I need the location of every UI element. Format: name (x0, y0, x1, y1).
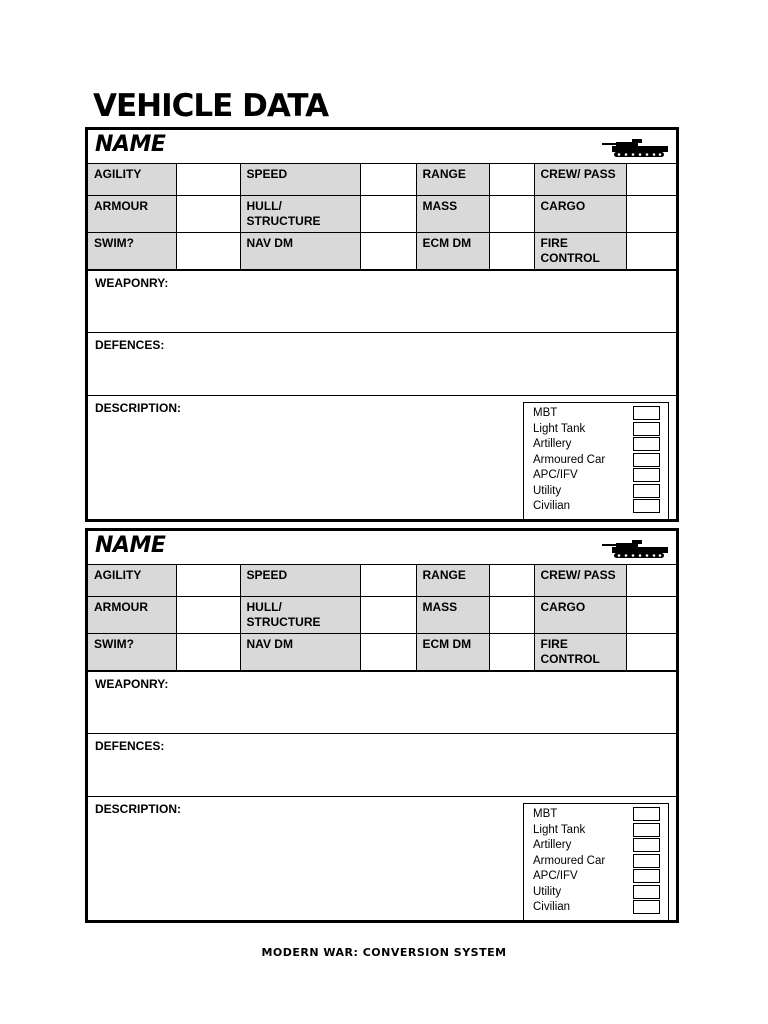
vehicle-type-row (533, 854, 668, 870)
vehicle-type-row (533, 484, 668, 500)
footer-text: MODERN WAR: CONVERSION SYSTEM (261, 946, 507, 959)
vehicle-type-label: Light Tank (533, 823, 586, 836)
mass-label: MASS (416, 597, 489, 634)
nav-dm-field[interactable] (360, 233, 416, 270)
vehicle-type-checkbox[interactable] (633, 838, 660, 852)
vehicle-type-label: Utility (533, 885, 562, 898)
vehicle-type-label: Armoured Car (533, 854, 606, 867)
vehicle-type-label: MBT (533, 407, 558, 419)
stats-table (88, 565, 676, 671)
hull-structure-label: HULL/ STRUCTURE (240, 597, 360, 634)
cargo-field[interactable] (626, 196, 676, 233)
weaponry-field[interactable] (88, 671, 676, 733)
speed-field[interactable] (360, 565, 416, 597)
page-title: VEHICLE DATA (93, 88, 329, 124)
vehicle-type-label: Civilian (533, 500, 571, 512)
vehicle-type-checkbox[interactable] (633, 823, 660, 837)
fire-control-field[interactable] (626, 634, 676, 671)
speed-field[interactable] (360, 164, 416, 196)
armour-label: ARMOUR (88, 196, 176, 233)
range-field[interactable] (489, 164, 534, 196)
vehicle-type-row (533, 869, 668, 885)
vehicle-type-row (533, 437, 668, 453)
fire-control-label: FIRE CONTROL (534, 233, 626, 270)
vehicle-type-checkbox[interactable] (633, 437, 660, 451)
swim-field[interactable] (176, 634, 240, 671)
weaponry-label: WEAPONRY: (95, 677, 169, 691)
name-label: NAME (95, 132, 166, 157)
vehicle-type-checkbox[interactable] (633, 869, 660, 883)
mass-field[interactable] (489, 196, 534, 233)
defences-field[interactable] (88, 332, 676, 395)
vehicle-type-row (533, 823, 668, 839)
vehicle-type-row (533, 807, 668, 823)
weaponry-field[interactable] (88, 270, 676, 332)
nav-dm-field[interactable] (360, 634, 416, 671)
weaponry-label: WEAPONRY: (95, 276, 169, 290)
vehicle-type-checkbox[interactable] (633, 422, 660, 436)
agility-field[interactable] (176, 164, 240, 196)
vehicle-type-row (533, 453, 668, 469)
description-label: DESCRIPTION: (95, 401, 182, 415)
tank-icon (602, 537, 672, 559)
vehicle-type-checkbox[interactable] (633, 499, 660, 513)
cargo-field[interactable] (626, 597, 676, 634)
agility-label: AGILITY (88, 565, 176, 597)
vehicle-type-checkbox[interactable] (633, 807, 660, 821)
vehicle-type-checkbox[interactable] (633, 854, 660, 868)
vehicle-type-row (533, 468, 668, 484)
defences-field[interactable] (88, 733, 676, 796)
vehicle-type-checkbox[interactable] (633, 900, 660, 914)
vehicle-type-row (533, 406, 668, 422)
hull-structure-field[interactable] (360, 597, 416, 634)
tank-icon (602, 136, 672, 158)
description-field[interactable] (88, 796, 676, 931)
armour-field[interactable] (176, 597, 240, 634)
vehicle-type-label: Armoured Car (533, 453, 606, 466)
fire-control-label: FIRE CONTROL (534, 634, 626, 671)
swim-label: SWIM? (88, 634, 176, 671)
vehicle-type-checkbox[interactable] (633, 885, 660, 899)
description-field[interactable] (88, 395, 676, 530)
hull-structure-label: HULL/ STRUCTURE (240, 196, 360, 233)
crew-pass-label: CREW/ PASS (534, 565, 626, 597)
vehicle-type-row (533, 499, 668, 515)
defences-label: DEFENCES: (95, 338, 165, 352)
description-label: DESCRIPTION: (95, 802, 182, 816)
swim-label: SWIM? (88, 233, 176, 270)
vehicle-type-label: APC/IFV (533, 870, 578, 882)
cargo-label: CARGO (534, 597, 626, 634)
range-label: RANGE (416, 164, 489, 196)
ecm-dm-label: ECM DM (416, 634, 489, 671)
vehicle-type-label: Light Tank (533, 422, 586, 435)
armour-label: ARMOUR (88, 597, 176, 634)
agility-label: AGILITY (88, 164, 176, 196)
speed-label: SPEED (240, 164, 360, 196)
range-label: RANGE (416, 565, 489, 597)
vehicle-type-label: APC/IFV (533, 469, 578, 481)
vehicle-type-label: MBT (533, 808, 558, 820)
vehicle-card-2 (85, 528, 679, 923)
name-row (88, 531, 676, 565)
vehicle-type-label: Civilian (533, 901, 571, 913)
stats-table (88, 164, 676, 270)
crew-pass-label: CREW/ PASS (534, 164, 626, 196)
cargo-label: CARGO (534, 196, 626, 233)
vehicle-type-box (523, 803, 669, 923)
ecm-dm-field[interactable] (489, 233, 534, 270)
vehicle-type-box (523, 402, 669, 522)
crew-pass-field[interactable] (626, 565, 676, 597)
fire-control-field[interactable] (626, 233, 676, 270)
range-field[interactable] (489, 565, 534, 597)
swim-field[interactable] (176, 233, 240, 270)
vehicle-type-checkbox[interactable] (633, 484, 660, 498)
vehicle-type-label: Artillery (533, 438, 572, 450)
hull-structure-field[interactable] (360, 196, 416, 233)
defences-label: DEFENCES: (95, 739, 165, 753)
armour-field[interactable] (176, 196, 240, 233)
vehicle-type-checkbox[interactable] (633, 406, 660, 420)
vehicle-type-row (533, 422, 668, 438)
ecm-dm-label: ECM DM (416, 233, 489, 270)
vehicle-type-checkbox[interactable] (633, 468, 660, 482)
vehicle-type-label: Artillery (533, 839, 572, 851)
vehicle-card-1 (85, 127, 679, 522)
name-row (88, 130, 676, 164)
mass-label: MASS (416, 196, 489, 233)
speed-label: SPEED (240, 565, 360, 597)
vehicle-type-row (533, 838, 668, 854)
agility-field[interactable] (176, 565, 240, 597)
vehicle-type-label: Utility (533, 484, 562, 497)
ecm-dm-field[interactable] (489, 634, 534, 671)
crew-pass-field[interactable] (626, 164, 676, 196)
vehicle-type-checkbox[interactable] (633, 453, 660, 467)
name-label: NAME (95, 533, 166, 558)
vehicle-type-row (533, 900, 668, 916)
vehicle-type-row (533, 885, 668, 901)
nav-dm-label: NAV DM (240, 634, 360, 671)
mass-field[interactable] (489, 597, 534, 634)
nav-dm-label: NAV DM (240, 233, 360, 270)
